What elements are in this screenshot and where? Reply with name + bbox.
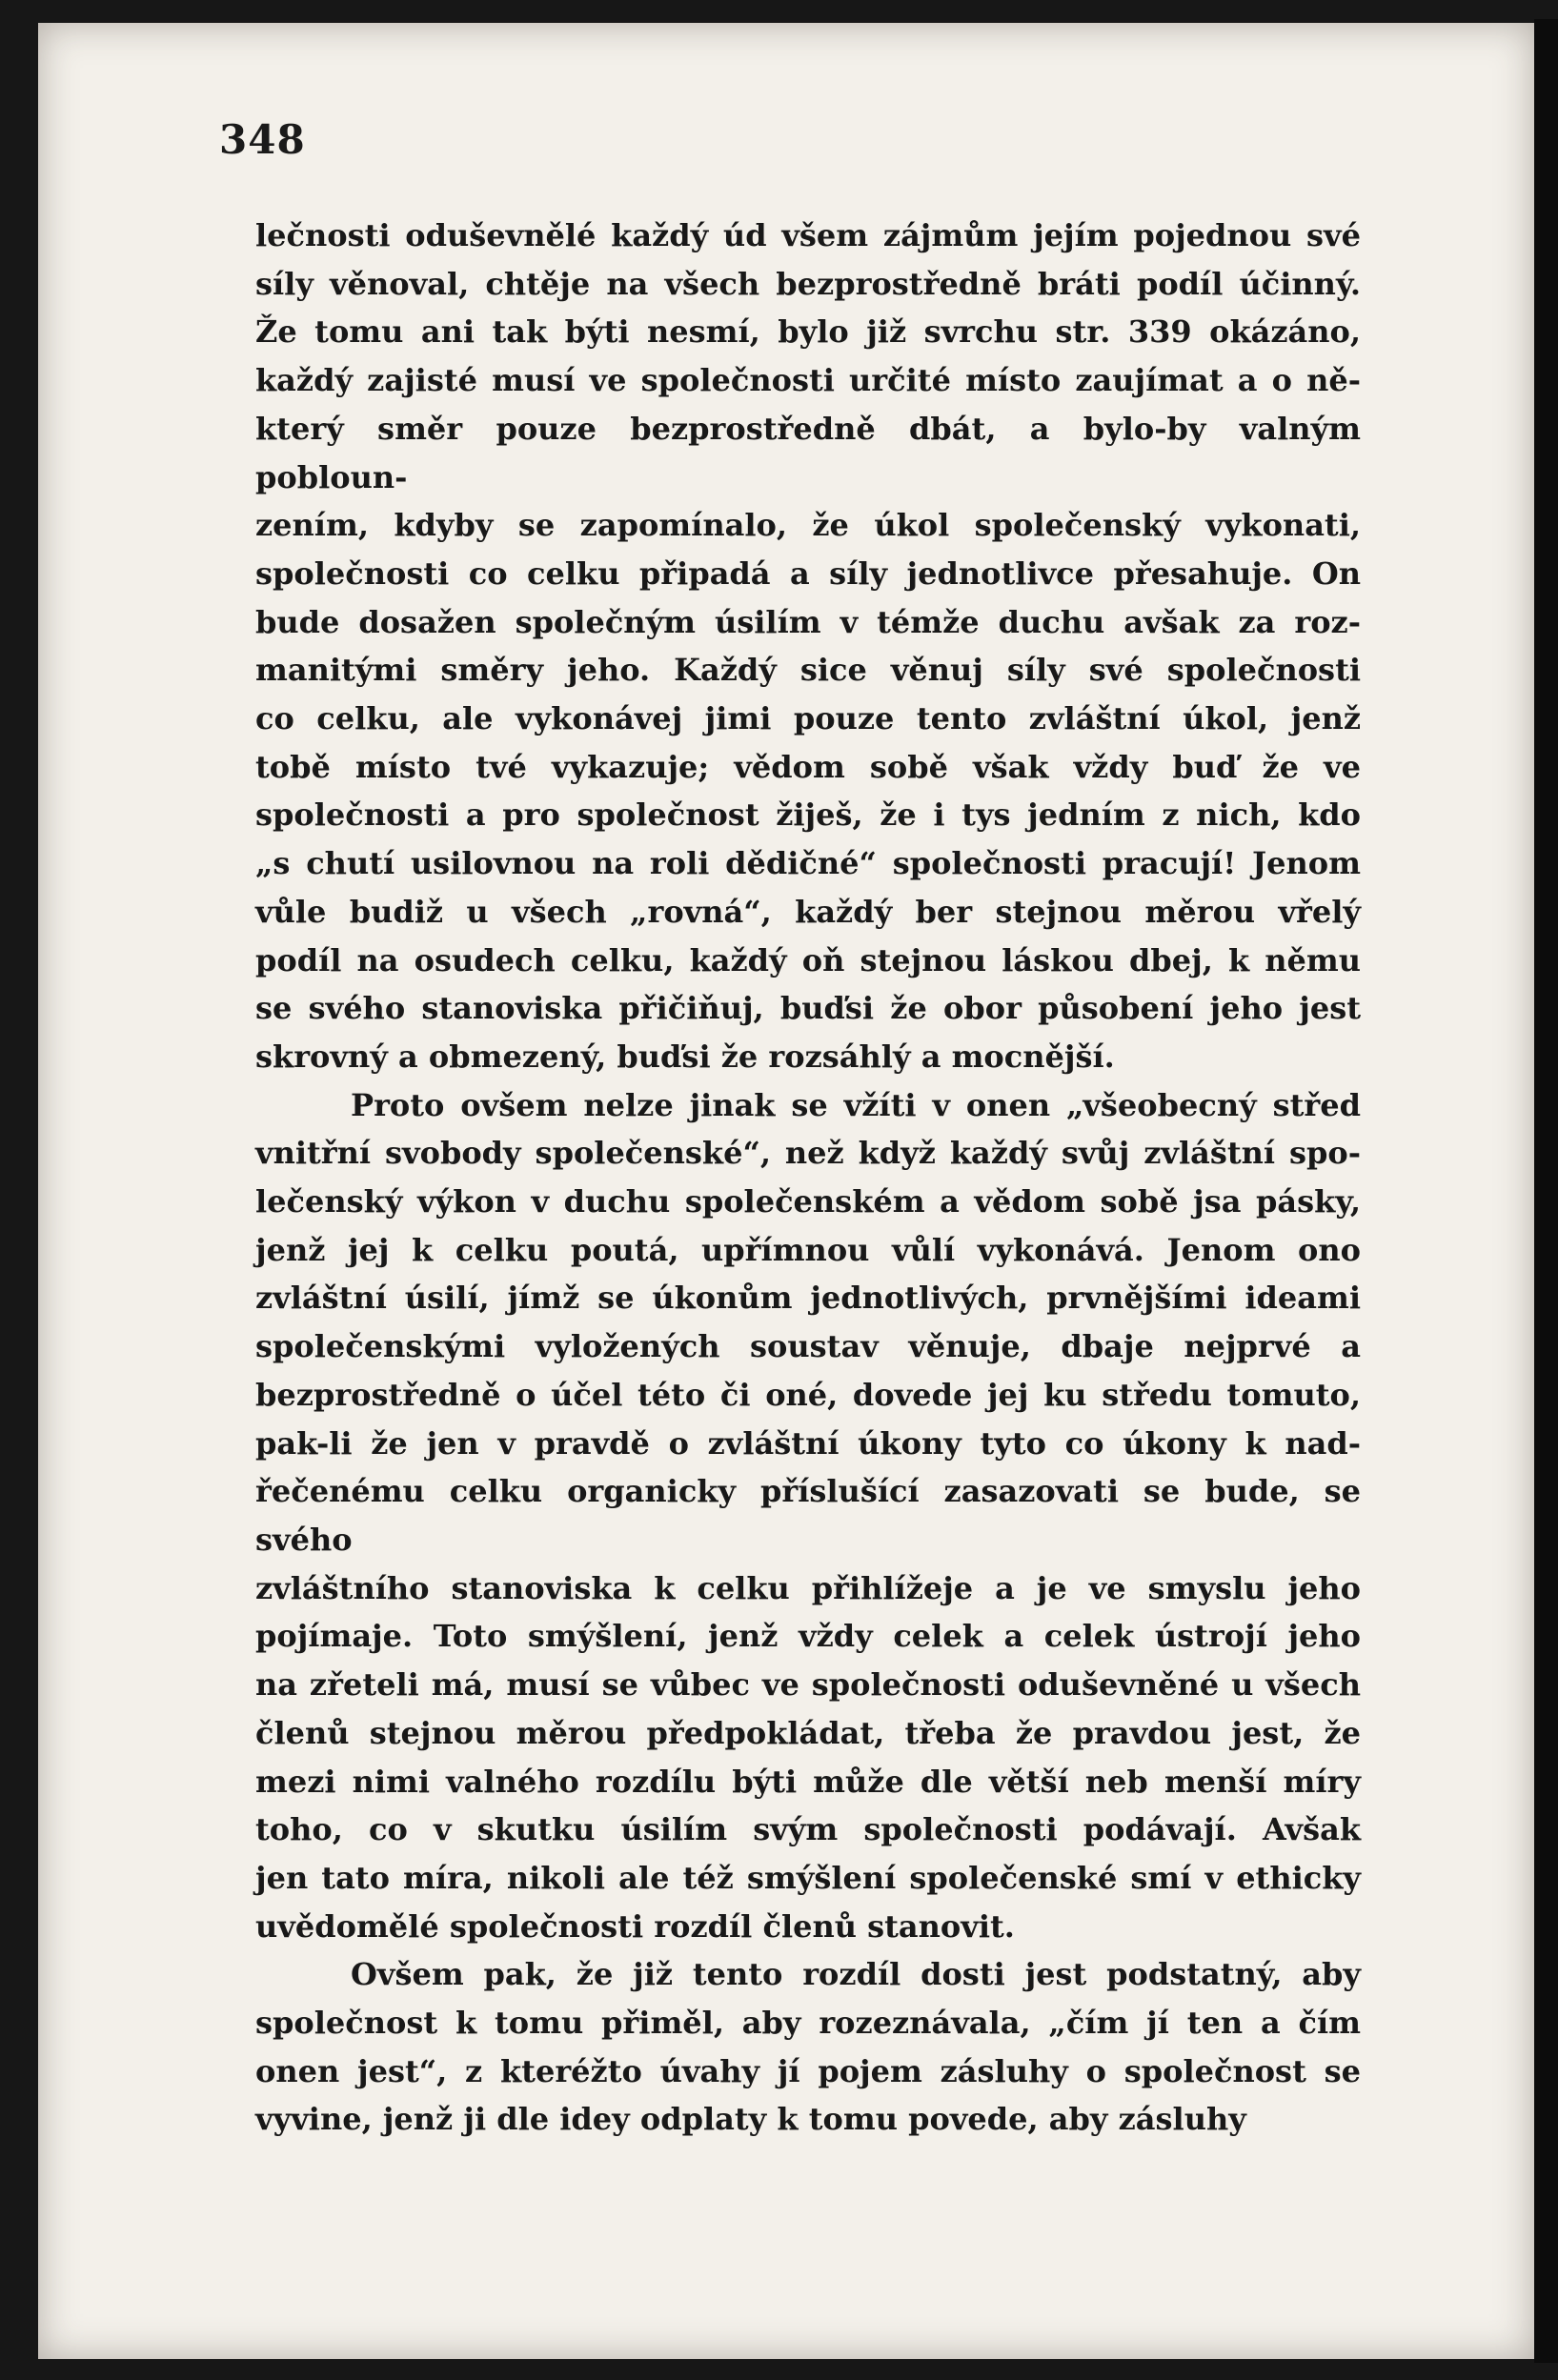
text-line: vyvine, jenž ji dle idey odplaty k tomu povede, aby zásluhy [255, 2101, 1246, 2138]
text-line: společnosti a pro společnost žiješ, že i tys jedním z nich, kdo [255, 797, 1361, 834]
text-line: skrovný a obmezený, buďsi že rozsáhlý a mocnější. [255, 1038, 1115, 1075]
text-line: společnost k tomu přiměl, aby rozeznávala, „čím jí ten a čím [255, 2005, 1361, 2042]
text-line: který směr pouze bezprostředně dbát, a bylo-by valným pobloun- [255, 410, 1361, 495]
text-line: jenž jej k celku poutá, upřímnou vůlí vykonává. Jenom ono [255, 1231, 1361, 1268]
text-line: co celku, ale vykonávej jimi pouze tento zvláštní úkol, jenž [255, 700, 1361, 737]
paragraph [255, 1950, 1361, 2144]
text-line: na zřeteli má, musí se vůbec ve společnosti oduševněné u všech [255, 1666, 1361, 1704]
text-line: vnitřní svobody společenské“, než když každý svůj zvláštní spo- [255, 1135, 1361, 1172]
text-line: Ovšem pak, že již tento rozdíl dosti jest podstatný, aby [351, 1956, 1361, 1993]
text-line: bude dosažen společným úsilím v témže duchu avšak za roz- [255, 603, 1361, 640]
text-line: onen jest“, z kteréžto úvahy jí pojem zásluhy o společnost se [255, 2052, 1361, 2089]
text-line: tobě místo tvé vykazuje; vědom sobě však vždy buď že ve [255, 748, 1361, 785]
text-line: „s chutí usilovnou na roli dědičné“ společnosti pracují! Jenom [255, 845, 1361, 882]
text-line: zvláštní úsilí, jímž se úkonům jednotlivých, prvnějšími ideami [255, 1280, 1361, 1317]
text-line: se svého stanoviska přičiňuj, buďsi že obor působení jeho jest [255, 990, 1361, 1027]
body-text [255, 212, 1361, 2144]
text-line: pojímaje. Toto smýšlení, jenž vždy celek a celek ústrojí jeho [255, 1618, 1361, 1655]
text-line: lečnosti oduševnělé každý úd všem zájmům jejím pojednou své [255, 217, 1361, 253]
text-line: zením, kdyby se zapomínalo, že úkol společenský vykonati, [255, 507, 1361, 544]
text-line: manitými směry jeho. Každý sice věnuj síly své společnosti [255, 652, 1361, 689]
text-line: podíl na osudech celku, každý oň stejnou láskou dbej, k němu [255, 941, 1361, 978]
text-line: pak-li že jen v pravdě o zvláštní úkony tyto co úkony k nad- [255, 1424, 1361, 1462]
text-line: Že tomu ani tak býti nesmí, bylo již svrchu str. 339 okázáno, [255, 313, 1361, 351]
paragraph [255, 1081, 1361, 1951]
text-line: vůle budiž u všech „rovná“, každý ber stejnou měrou vřelý [255, 893, 1361, 930]
text-line: řečenému celku organicky příslušící zasazovati se bude, se svého [255, 1473, 1361, 1558]
text-line: toho, co v skutku úsilím svým společnosti podávají. Avšak [255, 1811, 1361, 1848]
paragraph [255, 212, 1361, 1081]
text-line: mezi nimi valného rozdílu býti může dle větší neb menší míry [255, 1763, 1361, 1800]
text-line: bezprostředně o účel této či oné, dovede jej ku středu tomuto, [255, 1376, 1361, 1413]
page-edge-shadow [1534, 19, 1558, 2363]
text-line: členů stejnou měrou předpokládat, třeba že pravdou jest, že [255, 1714, 1361, 1751]
text-line: Proto ovšem nelze jinak se vžíti v onen „všeobecný střed [351, 1086, 1361, 1123]
text-line: zvláštního stanoviska k celku přihlížeje a je ve smyslu jeho [255, 1569, 1361, 1606]
text-line: uvědomělé společnosti rozdíl členů stanovit. [255, 1907, 1015, 1945]
text-line: lečenský výkon v duchu společenském a vědom sobě jsa pásky, [255, 1183, 1361, 1220]
page-number: 348 [219, 116, 306, 163]
text-line: jen tato míra, nikoli ale též smýšlení společenské smí v ethicky [255, 1859, 1361, 1896]
text-line: síly věnoval, chtěje na všech bezprostředně bráti podíl účinný. [255, 265, 1361, 302]
text-line: společenskými vyložených soustav věnuje, dbaje nejprvé a [255, 1328, 1361, 1365]
text-line: každý zajisté musí ve společnosti určité místo zaujímat a o ně- [255, 362, 1361, 399]
text-line: společnosti co celku připadá a síly jednotlivce přesahuje. On [255, 555, 1361, 592]
